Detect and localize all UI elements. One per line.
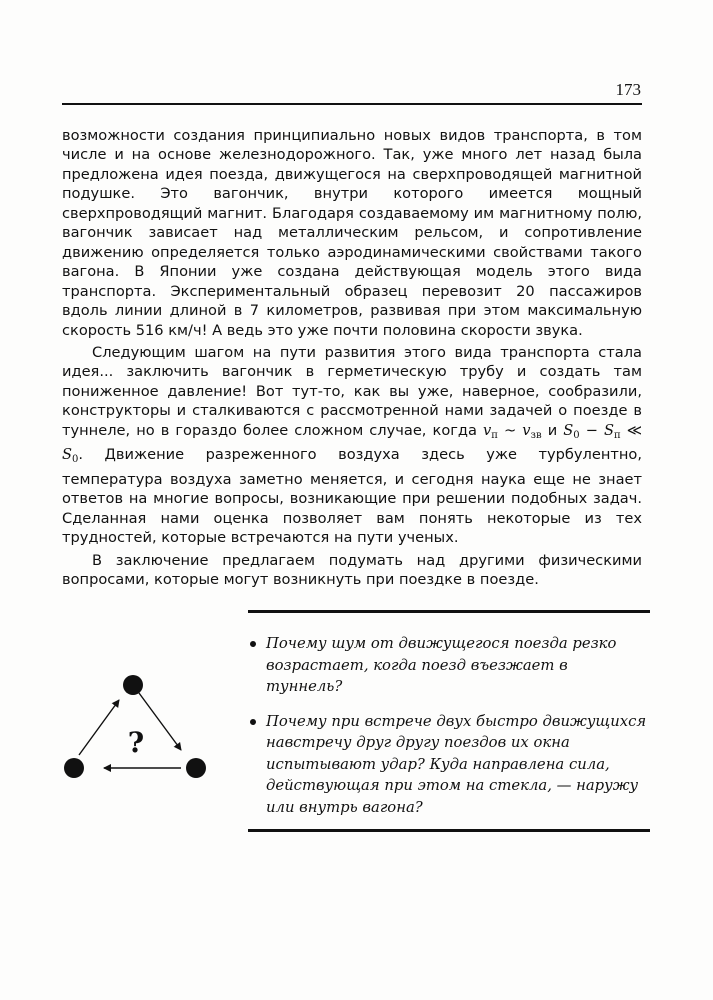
node-left xyxy=(64,758,84,778)
questions-bottom-rule xyxy=(248,829,650,832)
formula-v-train: $v_п$ xyxy=(483,421,498,441)
question-item: Почему при встрече двух быстро движущихся навстречу друг другу поездов их окна испытывают удар? Куда направлена сила, действующая при этом на стекла, — наружу или внутрь вагона? xyxy=(250,711,648,819)
questions-list xyxy=(250,633,648,831)
page-number: 173 xyxy=(615,80,641,99)
formula-s-zero: $S_0$ xyxy=(563,421,580,441)
arrow-top-to-right xyxy=(139,693,181,750)
header-rule xyxy=(62,103,642,105)
paragraph-1: возможности создания принципиально новых видов транспорта, в том числе и на основе железнодорожного. Так, уже много лет назад была предложена идея поезда, движущегося на сверхпроводящей магнитной подушке. Это вагончик, внутри которого имеется мощный сверхпроводящий магнит. Благодаря создаваемому им магнитному полю, вагончик зависает над металлическим рельсом, и сопротивление движению определяется только аэродинамическими свойствами такого вагона. В Японии уже создана действующая модель этого вида транспорта. Экспериментальный образец перевозит 20 пассажиров вдоль линии длиной в 7 километров, развивая при этом максимальную скорость 516 км/ч! А ведь это уже почти половина скорости звука. xyxy=(62,127,642,339)
node-top xyxy=(123,675,143,695)
formula-s-zero-2: $S_0$ xyxy=(62,446,79,466)
body-text xyxy=(62,126,642,589)
paragraph-2-start: Следующим шагом на пути развития этого вида транспорта стала идея... заключить вагончик в герметическую трубу и создать там пониженное давление! Вот тут-то, как вы уже, наверное, сообразили, конструкторы и сталкиваются с рассмотренной нами задачей о поезде в туннеле, но в гораздо более сложном случае, когда xyxy=(62,343,642,439)
paragraph-3: В заключение предлагаем подумать над другими физическими вопросами, которые могут возникнуть при поездке в поезде. xyxy=(62,551,642,588)
arrow-left-to-top xyxy=(79,700,119,755)
paragraph-2: Следующим шагом на пути развития этого вида транспорта стала идея... заключить вагончик в герметическую трубу и создать там пониженное давление! Вот тут-то, как вы уже, наверное, сообразили, конструкторы и сталкиваются с рассмотренной нами задачей о поезде в туннеле, но в гораздо более сложном случае, когда $v_п$ ∼ $v_{зв}$ и $S_0 - S_п$ ≪ $S_0$. Движение разреженного воздуха здесь уже турбулентно, температура воздуха заметно меняется, и сегодня наука еще не знает ответов на многие вопросы, возникающие при решении подобных задач. Сделанная нами оценка позволяет вам понять некоторые из тех трудностей, которые встречаются на пути ученых. xyxy=(62,343,643,547)
question-mark: ? xyxy=(127,726,145,759)
formula-s-train: $S_п$ xyxy=(604,421,621,441)
formula-v-sound: $v_{зв}$ xyxy=(522,421,542,441)
node-right xyxy=(186,758,206,778)
triangle-diagram xyxy=(50,660,230,790)
question-item: Почему шум от движущегося поезда резко возрастает, когда поезд въезжает в туннель? xyxy=(250,633,648,698)
questions-top-rule xyxy=(248,610,650,613)
paragraph-2-end: . Движение разреженного воздуха здесь уже турбулентно, температура воздуха заметно меняется, и сегодня наука еще не знает ответов на многие вопросы, возникающие при решении подобных задач. Сделанная нами оценка позволяет вам понять некоторые из тех трудностей, которые встречаются на пути ученых. xyxy=(62,446,642,547)
